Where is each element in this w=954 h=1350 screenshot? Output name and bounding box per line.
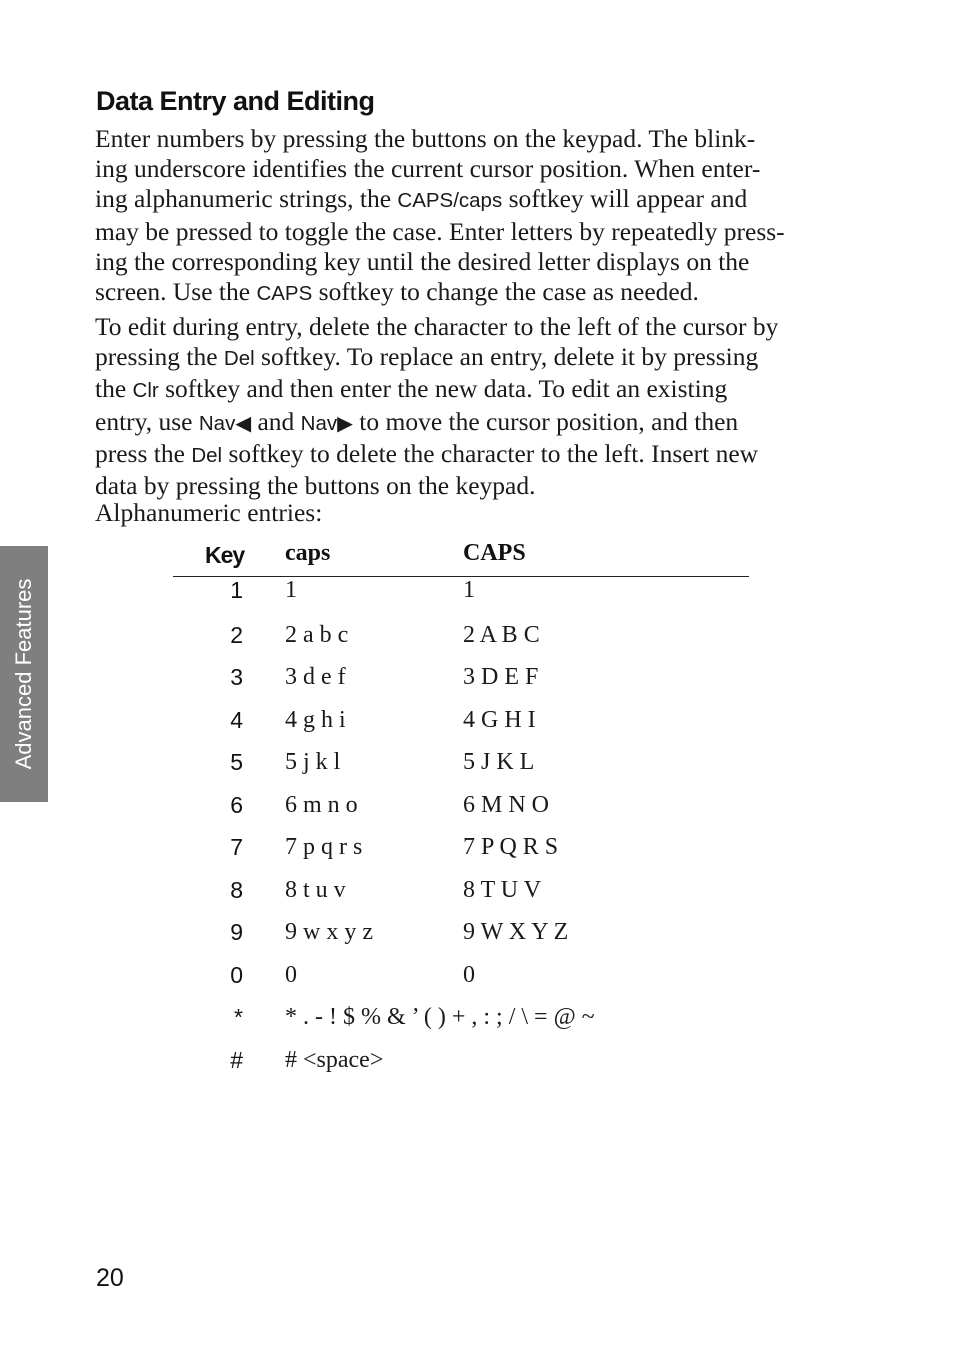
table-body [173, 577, 749, 1089]
softkey-name-caps: CAPS [256, 282, 313, 306]
table-row [173, 664, 749, 707]
lowercase-cell: 4 g h i [285, 706, 346, 733]
text-line: Enter numbers by pressing the buttons on the keypad. The blink- [95, 124, 756, 153]
key-name-nav-left: Nav◀ [198, 411, 252, 435]
text-run: softkey. To replace an entry, delete it by pressing [254, 342, 759, 372]
lowercase-cell: * . - ! $ % & ’ ( ) + , : ; / \ = @ ~ [285, 1004, 595, 1030]
table-row [173, 962, 749, 1005]
text-line: ing the corresponding key until the desired letter displays on the [95, 246, 750, 276]
lowercase-cell: 6 m n o [285, 791, 358, 818]
text-run: the [95, 374, 133, 404]
text-run: softkey and then enter the new data. To edit an existing [158, 374, 728, 404]
lowercase-cell: 9 w x y z [285, 919, 373, 945]
text-line [95, 374, 835, 406]
key-name-nav-right: Nav▶ [300, 411, 353, 435]
lowercase-cell: 0 [285, 961, 297, 988]
text-run: entry, use [95, 406, 199, 436]
text-run: ing alphanumeric strings, the [95, 184, 398, 214]
uppercase-cell: 8 T U V [463, 876, 542, 903]
table-header-row [173, 538, 749, 577]
lowercase-cell: 3 d e f [285, 664, 346, 690]
key-cell: 5 [230, 749, 243, 775]
section-heading: Data Entry and Editing [96, 86, 375, 116]
text-run: screen. Use the [95, 277, 257, 307]
softkey-name-del: Del [223, 347, 255, 371]
softkey-name-del: Del [191, 443, 223, 467]
softkey-name-caps-toggle: CAPS/caps [397, 189, 503, 213]
softkey-name-clr: Clr [132, 379, 159, 403]
paragraph-editing [95, 312, 835, 501]
uppercase-cell: 7 P Q R S [463, 834, 559, 860]
text-line: ing underscore identifies the current cursor position. When enter- [95, 154, 761, 184]
text-line [95, 277, 835, 309]
key-cell: # [230, 1046, 243, 1073]
table-row [173, 834, 749, 877]
uppercase-cell: 3 D E F [463, 664, 539, 690]
text-line: data by pressing the buttons on the keypad. [95, 471, 536, 501]
text-line [95, 439, 835, 471]
table-row [173, 919, 749, 962]
uppercase-cell: 2 A B C [463, 621, 540, 648]
text-line: To edit during entry, delete the character to the left of the cursor by [95, 312, 779, 341]
key-cell: 3 [230, 664, 243, 690]
text-run: softkey to delete the character to the left. Insert new [222, 438, 759, 468]
key-cell: 9 [230, 919, 243, 945]
text-run: softkey to change the case as needed. [312, 277, 699, 307]
lowercase-cell: 7 p q r s [285, 834, 363, 860]
key-cell: 4 [230, 706, 243, 733]
table-row [173, 577, 749, 622]
key-cell: * [234, 1004, 243, 1030]
key-cell: 8 [230, 876, 243, 903]
uppercase-cell: 5 J K L [463, 749, 535, 775]
header-key: Key [205, 542, 245, 568]
section-side-tab [0, 546, 48, 802]
key-cell: 6 [230, 791, 243, 818]
text-run: softkey will appear and [502, 184, 748, 214]
text-line [95, 407, 835, 439]
lowercase-cell: 5 j k l [285, 749, 341, 775]
alphanumeric-entries-table [173, 538, 749, 1089]
table-row [173, 1047, 749, 1090]
lowercase-cell: 8 t u v [285, 876, 346, 903]
table-row [173, 707, 749, 750]
side-tab-label: Advanced Features [11, 578, 36, 770]
table-row [173, 622, 749, 665]
text-run: pressing the [95, 342, 224, 372]
uppercase-cell: 1 [463, 577, 475, 603]
table-row [173, 792, 749, 835]
key-cell: 0 [230, 961, 243, 988]
paragraph-data-entry [95, 124, 835, 309]
table-intro: Alphanumeric entries: [95, 498, 323, 527]
lowercase-cell: 2 a b c [285, 621, 349, 648]
table-row [173, 1004, 749, 1047]
uppercase-cell: 0 [463, 961, 475, 988]
uppercase-cell: 9 W X Y Z [463, 919, 569, 945]
uppercase-cell: 6 M N O [463, 791, 550, 818]
text-line [95, 184, 835, 216]
uppercase-cell: 4 G H I [463, 706, 536, 733]
text-run: press the [95, 438, 192, 468]
text-run: to move the cursor position, and then [352, 406, 739, 436]
header-lowercase: caps [285, 540, 331, 566]
lowercase-cell: 1 [285, 577, 297, 603]
table-row [173, 749, 749, 792]
page-number: 20 [96, 1264, 124, 1292]
key-cell: 2 [230, 621, 243, 648]
header-uppercase: CAPS [463, 540, 526, 566]
text-line: may be pressed to toggle the case. Enter letters by repeatedly press- [95, 216, 785, 246]
lowercase-cell: # <space> [285, 1046, 384, 1073]
key-cell: 1 [230, 577, 243, 603]
table-row [173, 877, 749, 920]
text-line [95, 342, 835, 374]
key-cell: 7 [230, 834, 243, 860]
text-run: and [251, 406, 301, 436]
